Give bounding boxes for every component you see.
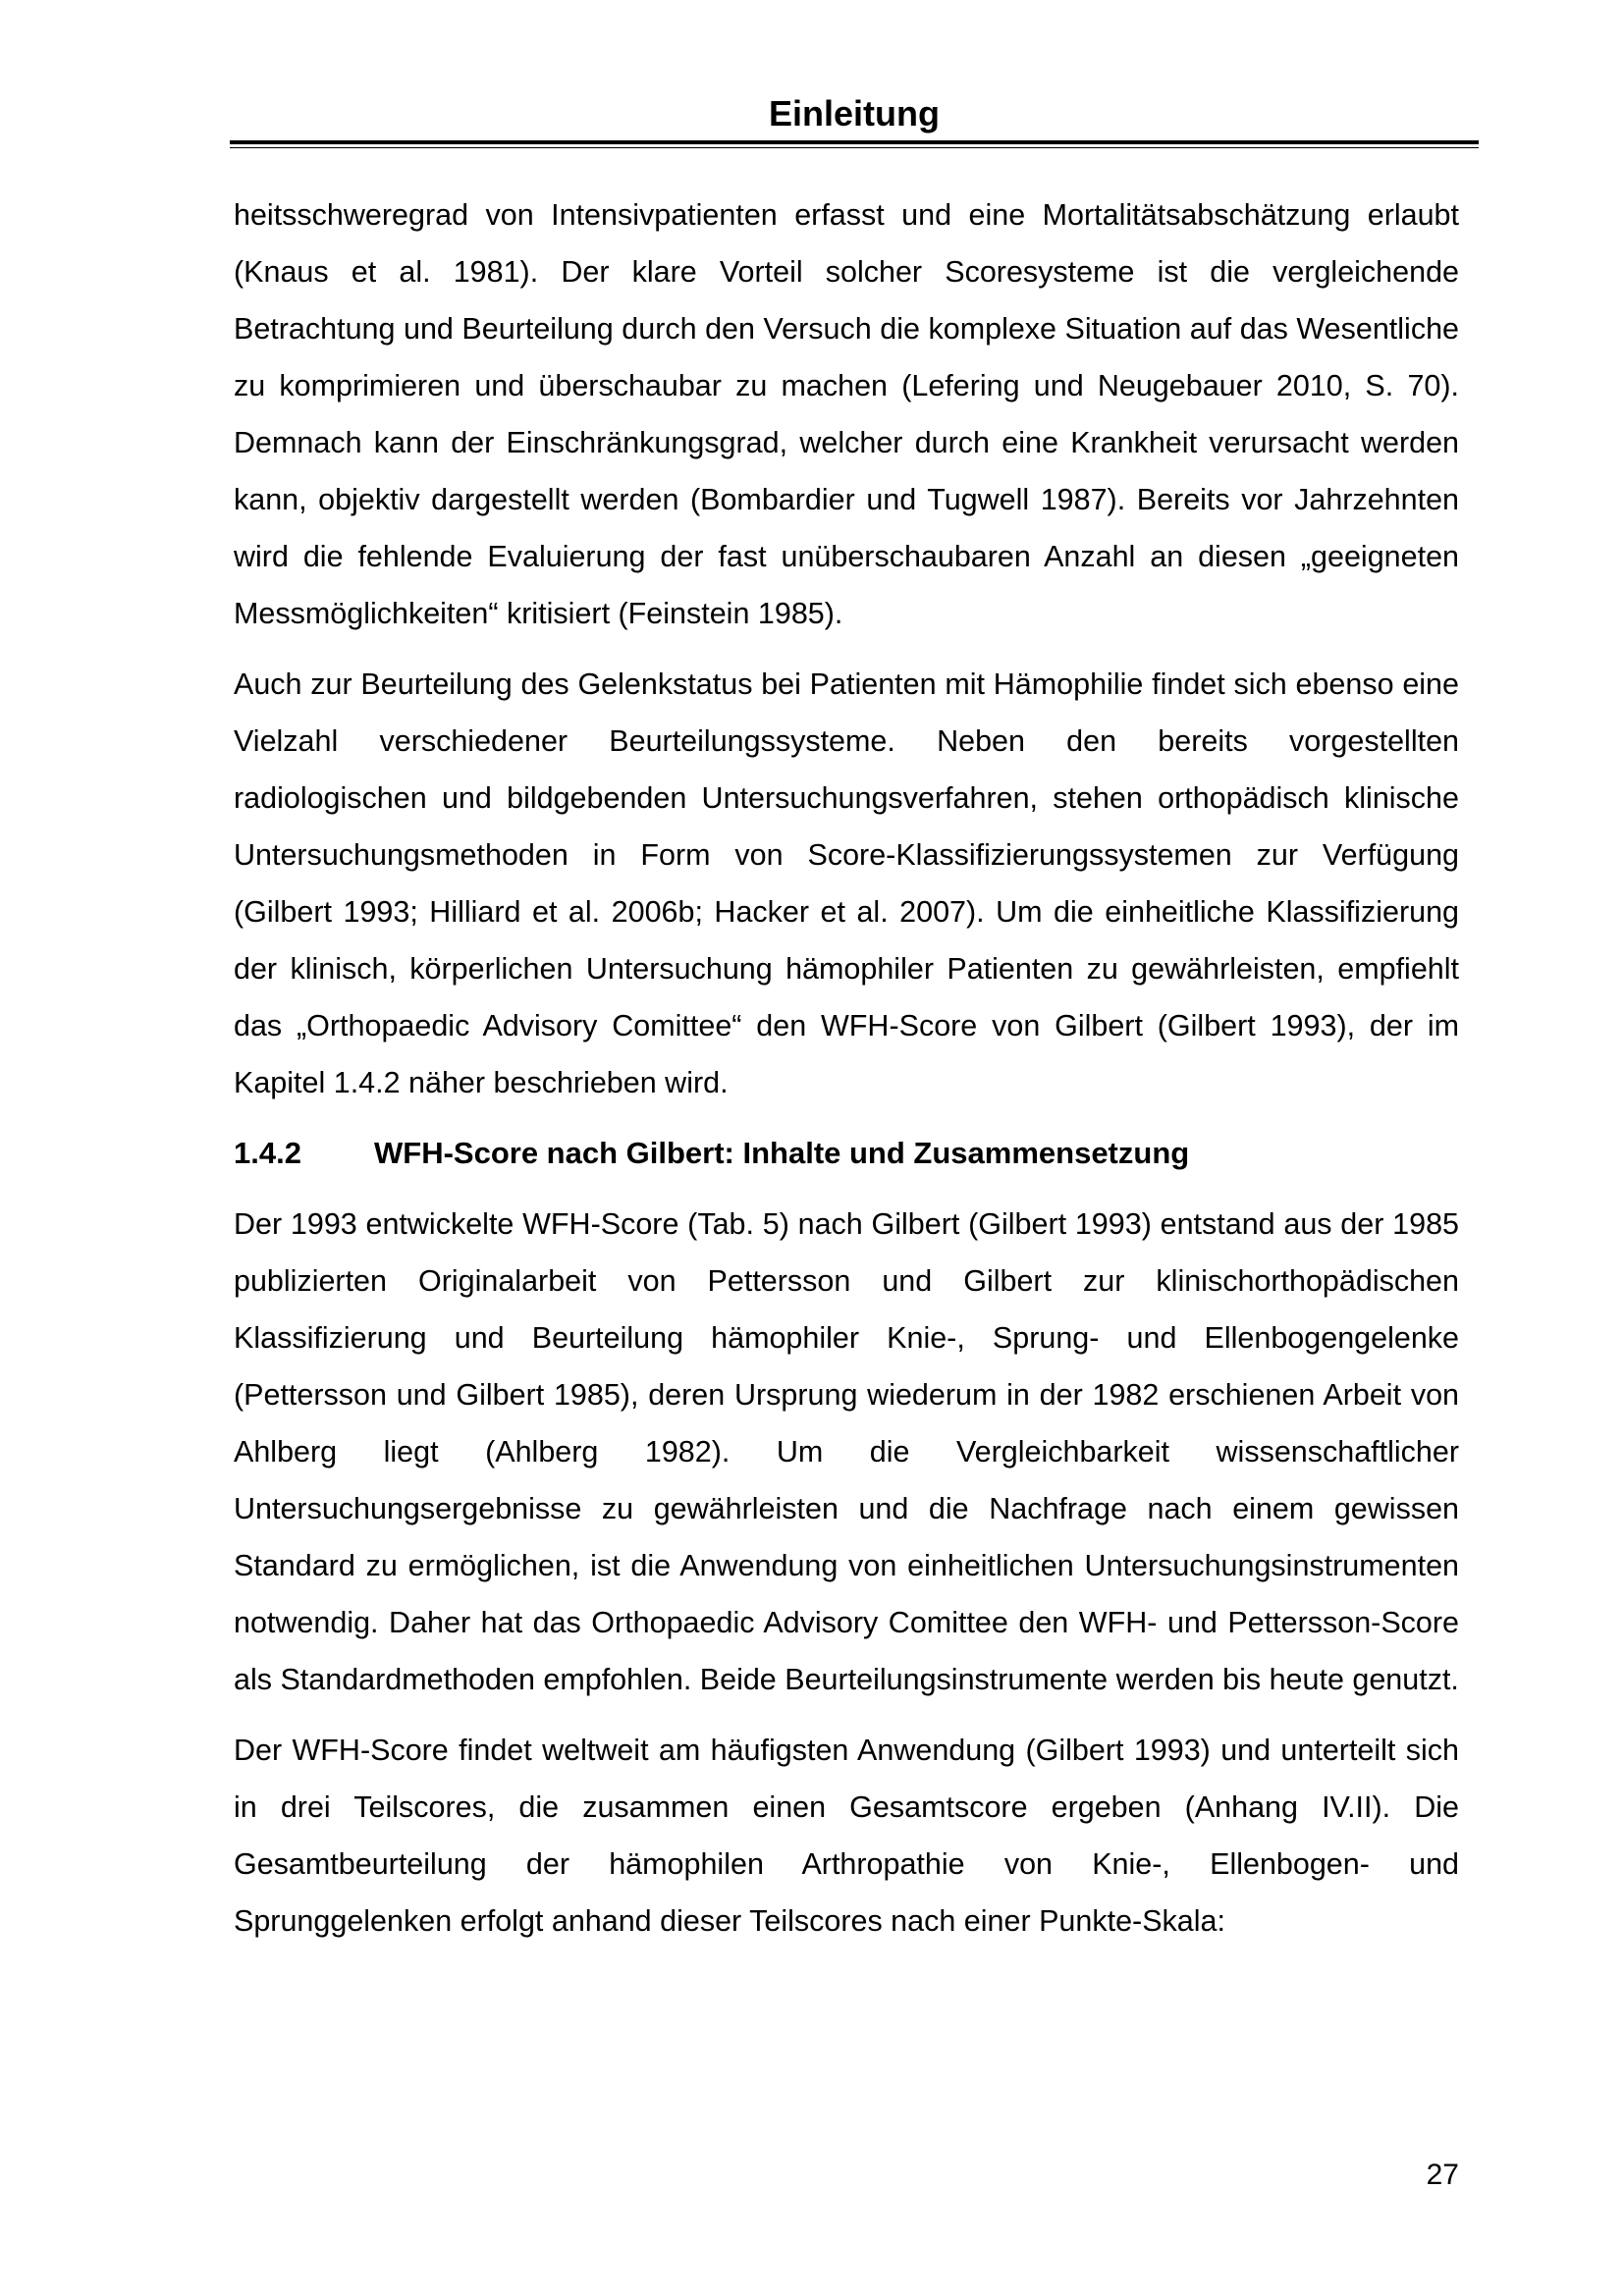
paragraph-gelenkstatus: Auch zur Beurteilung des Gelenkstatus bei Patienten mit Hämophilie findet sich ebenso eine Vielzahl verschiedener Beurteilungssysteme. Neben den bereits vorgestellten radiologischen und bildgebenden Untersuchungsverfahren, stehen orthopädisch klinische Untersuchungsmethoden in Form von Score-Klassifizierungssystemen zur Verfügung (Gilbert 1993; Hilliard et al. 2006b; Hacker et al. 2007). Um die einheitliche Klassifizierung der klinisch, körperlichen Untersuchung hämophiler Patienten zu gewährleisten, empfiehlt das „Orthopaedic Advisory Comittee“ den WFH-Score von Gilbert (Gilbert 1993), der im Kapitel 1.4.2 näher beschrieben wird. (234, 667, 1459, 1099)
section-number: 1.4.2 (234, 1136, 301, 1170)
paragraph-scoresysteme: heitsschweregrad von Intensivpatienten erfasst und eine Mortalitätsabschätzung erlaubt (Knaus et al. 1981). Der klare Vorteil solcher Scoresysteme ist die vergleichende Betrachtung und Beurteilung durch den Versuch die komplexe Situation auf das Wesentliche zu komprimieren und überschaubar zu machen (Lefering und Neugebauer 2010, S. 70). Demnach kann der Einschränkungsgrad, welcher durch eine Krankheit verursacht werden kann, objektiv dargestellt werden (Bombardier und Tugwell 1987). Bereits vor Jahrzehnten wird die fehlende Evaluierung der fast unüberschaubaren Anzahl an diesen „geeigneten Messmöglichkeiten“ kritisiert (Feinstein 1985). (234, 198, 1459, 630)
header-rule-thick (230, 140, 1479, 144)
section-title: WFH-Score nach Gilbert: Inhalte und Zusammensetzung (374, 1136, 1190, 1170)
paragraph-wfh-origin: Der 1993 entwickelte WFH-Score (Tab. 5) nach Gilbert (Gilbert 1993) entstand aus der 1985 publizierten Originalarbeit von Pettersson und Gilbert zur klinischorthopädischen Klassifizierung und Beurteilung hämophiler Knie-, Sprung- und Ellenbogengelenke (Pettersson und Gilbert 1985), deren Ursprung wiederum in der 1982 erschienen Arbeit von Ahlberg liegt (Ahlberg 1982). Um die Vergleichbarkeit wissenschaftlicher Untersuchungsergebnisse zu gewährleisten und die Nachfrage nach einem gewissen Standard zu ermöglichen, ist die Anwendung von einheitlichen Untersuchungsinstrumenten notwendig. Daher hat das Orthopaedic Advisory Comittee den WFH- und Pettersson-Score als Standardmethoden empfohlen. Beide Beurteilungsinstrumente werden bis heute genutzt. (234, 1207, 1459, 1696)
page-number: 27 (1426, 2159, 1459, 2191)
paragraph-wfh-structure: Der WFH-Score findet weltweit am häufigsten Anwendung (Gilbert 1993) und unterteilt sich in drei Teilscores, die zusammen einen Gesamtscore ergeben (Anhang IV.II). Die Gesamtbeurteilung der hämophilen Arthropathie von Knie-, Ellenbogen- und Sprunggelenken erfolgt anhand dieser Teilscores nach einer Punkte-Skala: (234, 1734, 1459, 1938)
header-rule-thin (230, 147, 1479, 148)
running-header-title: Einleitung (769, 93, 940, 133)
section-heading (234, 1125, 1459, 1182)
body-text (234, 187, 1459, 1963)
